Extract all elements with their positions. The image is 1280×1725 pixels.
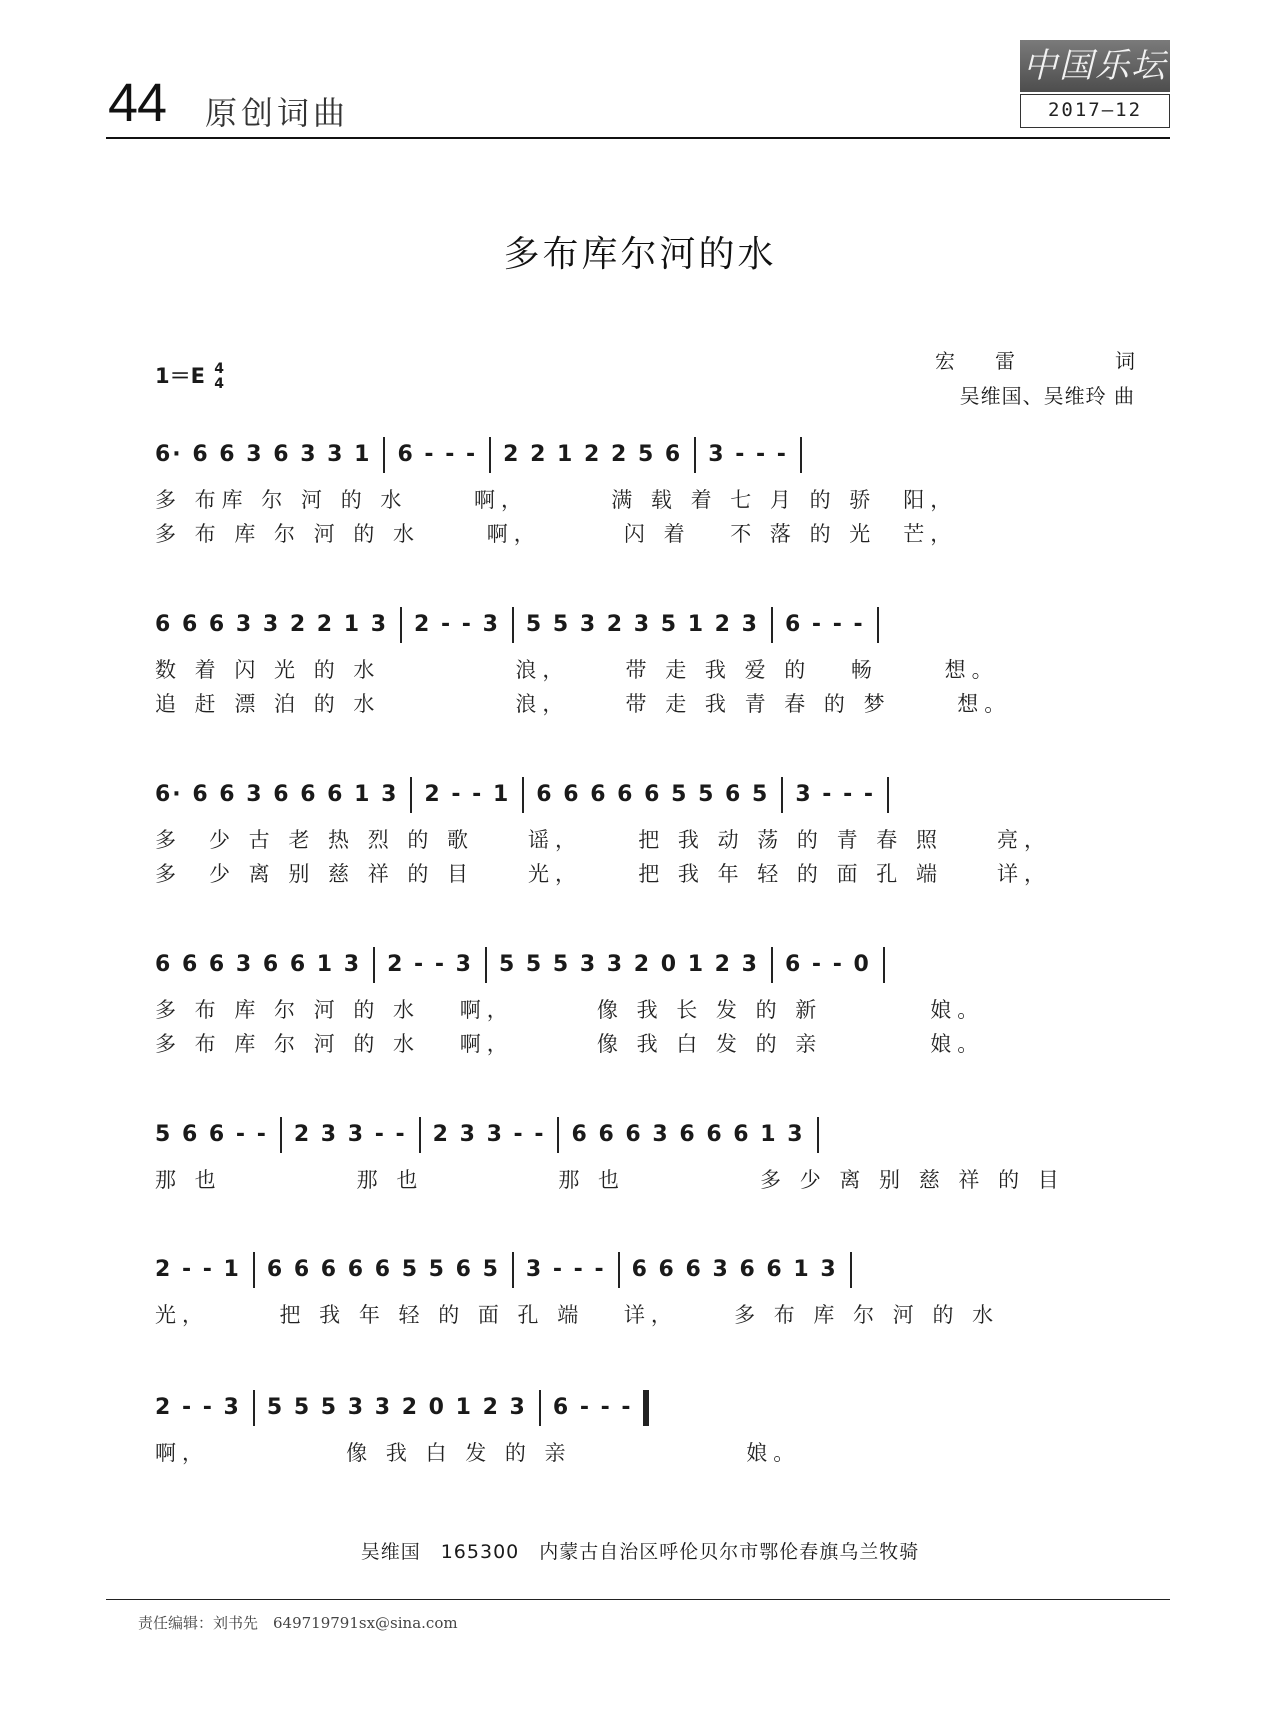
barline [850,1252,852,1288]
measure: 2 - - 3 [387,952,473,977]
lyricist-role: 词 [1115,349,1135,373]
barline [522,777,524,813]
notation-line [155,1245,1135,1295]
lyric-verse-1: 那 也 那 也 那 也 多 少 离 别 慈 祥 的 目 [155,1168,1065,1192]
barline [485,947,487,983]
lyric-verse-2: 追 赶 漂 泊 的 水 浪， 带 走 我 青 春 的 梦 想。 [155,692,1012,716]
barline [800,437,802,473]
lyric-verse-2: 多 布 库 尔 河 的 水 啊， 闪 着 不 落 的 光 芒， [155,522,958,546]
measure: 6 6 6 3 6 6 6 1 3 [571,1122,805,1147]
barline [539,1390,541,1426]
barline [883,947,885,983]
measure: 6 - - 0 [784,952,871,977]
footer-rule [106,1599,1170,1600]
lyric-verse-1: 多 布 库 尔 河 的 水 啊， 像 我 长 发 的 新 娘。 [155,998,985,1022]
measure: 3 - - - [525,1257,606,1282]
measure: 5 5 5 3 3 2 0 1 2 3 [266,1395,527,1420]
notation-line [155,1110,1135,1160]
measure: 2 3 3 - - [432,1122,546,1147]
editor-credit: 责任编辑：刘书先 649719791sx@sina.com [138,1614,458,1632]
lyric-verse-1: 多 布库 尔 河 的 水 啊， 满 载 着 七 月 的 骄 阳， [155,488,958,512]
measure: 5 6 6 - - [155,1122,268,1147]
measure: 6 6 6 3 6 6 1 3 [631,1257,838,1282]
issue-number: 2017—12 [1020,94,1170,128]
measure: 6 - - - [784,612,865,637]
barline [771,607,773,643]
barline [512,1252,514,1288]
measure: 6· 6 6 3 6 6 6 1 3 [155,782,399,807]
time-numerator: 4 [214,361,225,377]
header-rule [106,137,1170,139]
barline [512,607,514,643]
lyric-verse-1: 数 着 闪 光 的 水 浪， 带 走 我 爱 的 畅 想。 [155,658,999,682]
measure: 6 6 6 3 6 6 1 3 [155,952,362,977]
key-label: 1＝E [155,364,205,388]
page-number: 44 [108,73,167,133]
lyric-verse-2: 多 布 库 尔 河 的 水 啊， 像 我 白 发 的 亲 娘。 [155,1032,985,1056]
notation-line [155,430,1135,480]
measure: 2 - - 3 [155,1395,241,1420]
barline [877,607,879,643]
time-denominator: 4 [214,376,225,392]
lyric-verse-1: 啊， 像 我 白 发 的 亲 娘。 [155,1441,801,1465]
barline [887,777,889,813]
notation-line [155,940,1135,990]
lyricist-name: 宏 雷 [935,349,1015,373]
masthead [1020,40,1170,132]
measure: 3 - - - [795,782,875,807]
measure: 6 6 6 6 6 5 5 6 5 [266,1257,500,1282]
measure: 6 - - - [397,442,478,467]
barline [419,1117,421,1153]
lyric-verse-2: 多 少 离 别 慈 祥 的 目 光， 把 我 年 轻 的 面 孔 端 详， [155,862,1051,886]
notation-line [155,600,1135,650]
barline [400,607,402,643]
final-barline [643,1390,649,1426]
measure: 6 6 6 6 6 5 5 6 5 [536,782,770,807]
measure: 2 - - 1 [155,1257,241,1282]
measure: 6 6 6 3 3 2 2 1 3 [155,612,389,637]
barline [280,1117,282,1153]
lyric-verse-1: 多 少 古 老 热 烈 的 歌 谣， 把 我 动 荡 的 青 春 照 亮， [155,828,1051,852]
barline [373,947,375,983]
measure: 3 - - - [708,442,788,467]
time-signature [214,362,224,392]
section-title: 原创词曲 [205,94,350,132]
measure: 5 5 3 2 3 5 1 2 3 [525,612,759,637]
lyricist-credit [935,345,1135,374]
footer-address: 吴维国 165300 内蒙古自治区呼伦贝尔市鄂伦春旗乌兰牧骑 [360,1541,920,1563]
barline [253,1390,255,1426]
barline [817,1117,819,1153]
barline [781,777,783,813]
barline [694,437,696,473]
key-signature [155,360,224,392]
measure: 6 - - - [552,1395,633,1420]
barline [489,437,491,473]
measure: 6· 6 6 3 6 3 3 1 [155,442,372,467]
barline [383,437,385,473]
notation-line [155,770,1135,820]
measure: 5 5 5 3 3 2 0 1 2 3 [498,952,759,977]
measure: 2 3 3 - - [293,1122,407,1147]
barline [618,1252,620,1288]
measure: 2 2 1 2 2 5 6 [503,442,683,467]
notation-line [155,1383,1135,1433]
barline [557,1117,559,1153]
magazine-logo: 中国乐坛 [1020,40,1170,92]
measure: 2 - - 1 [424,782,511,807]
barline [410,777,412,813]
barline [771,947,773,983]
song-title: 多布库尔河的水 [503,234,777,275]
lyric-verse-1: 光， 把 我 年 轻 的 面 孔 端 详， 多 布 库 尔 河 的 水 [155,1303,1000,1327]
measure: 2 - - 3 [414,612,500,637]
composer-credit: 吴维国、吴维玲 曲 [959,384,1135,408]
barline [253,1252,255,1288]
